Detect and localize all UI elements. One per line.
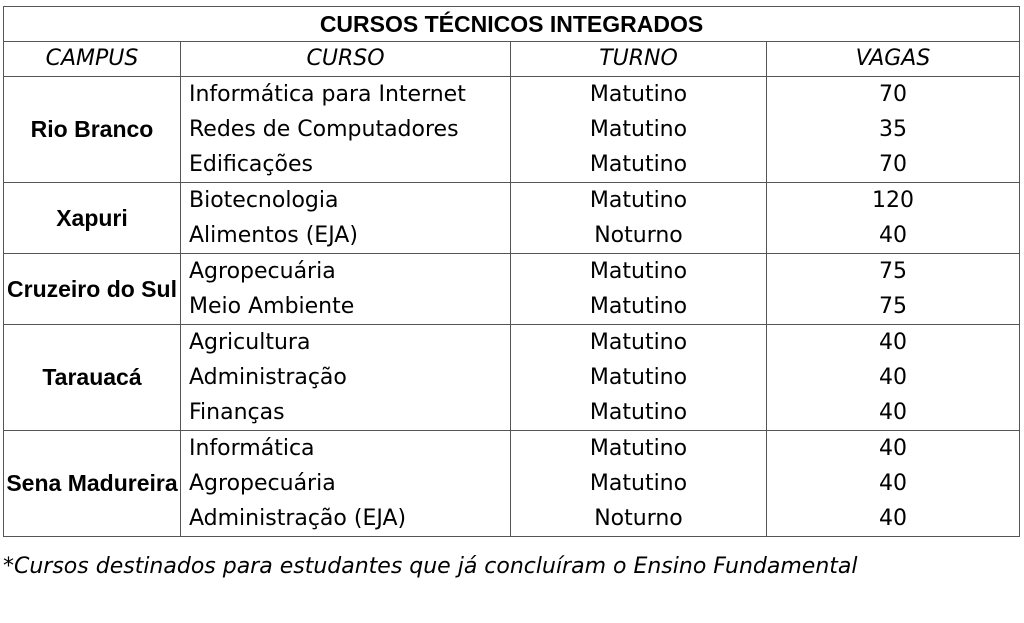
header-campus: CAMPUS: [4, 42, 181, 77]
curso-cell: Informática: [181, 431, 511, 467]
vagas-cell: 75: [767, 254, 1020, 290]
turno-cell: Matutino: [511, 183, 767, 219]
campus-cell: Cruzeiro do Sul: [4, 254, 181, 325]
footnote: [3, 552, 858, 582]
curso-cell: Meio Ambiente: [181, 289, 511, 325]
header-vagas: VAGAS: [767, 42, 1020, 77]
campus-cell: Tarauacá: [4, 325, 181, 431]
courses-table: [3, 6, 1020, 537]
table-body: [4, 77, 1020, 537]
curso-cell: Informática para Internet: [181, 77, 511, 113]
header-row: [4, 42, 1020, 77]
vagas-cell: 70: [767, 77, 1020, 113]
turno-cell: Matutino: [511, 360, 767, 395]
curso-cell: Agropecuária: [181, 254, 511, 290]
vagas-cell: 40: [767, 431, 1020, 467]
table-row: [4, 325, 1020, 361]
curso-cell: Edificações: [181, 147, 511, 183]
table-row: [4, 183, 1020, 219]
vagas-cell: 40: [767, 501, 1020, 537]
vagas-cell: 40: [767, 395, 1020, 431]
turno-cell: Matutino: [511, 254, 767, 290]
header-curso: CURSO: [181, 42, 511, 77]
table-title: CURSOS TÉCNICOS INTEGRADOS: [4, 7, 1020, 42]
curso-cell: Agricultura: [181, 325, 511, 361]
vagas-cell: 75: [767, 289, 1020, 325]
curso-cell: Administração (EJA): [181, 501, 511, 537]
campus-cell: Xapuri: [4, 183, 181, 254]
campus-cell: Rio Branco: [4, 77, 181, 183]
vagas-cell: 40: [767, 466, 1020, 501]
turno-cell: Noturno: [511, 501, 767, 537]
curso-cell: Finanças: [181, 395, 511, 431]
turno-cell: Matutino: [511, 466, 767, 501]
vagas-cell: 40: [767, 218, 1020, 254]
table-row: [4, 431, 1020, 467]
footnote-text: Cursos destinados para estudantes que já concluíram o Ensino Fundamental: [14, 554, 858, 579]
turno-cell: Matutino: [511, 112, 767, 147]
table-row: [4, 77, 1020, 113]
turno-cell: Matutino: [511, 147, 767, 183]
vagas-cell: 35: [767, 112, 1020, 147]
turno-cell: Matutino: [511, 431, 767, 467]
turno-cell: Matutino: [511, 395, 767, 431]
header-turno: TURNO: [511, 42, 767, 77]
vagas-cell: 40: [767, 325, 1020, 361]
vagas-cell: 70: [767, 147, 1020, 183]
curso-cell: Redes de Computadores: [181, 112, 511, 147]
title-row: [4, 7, 1020, 42]
turno-cell: Matutino: [511, 289, 767, 325]
footnote-marker: *: [3, 554, 14, 579]
vagas-cell: 40: [767, 360, 1020, 395]
vagas-cell: 120: [767, 183, 1020, 219]
table-row: [4, 254, 1020, 290]
curso-cell: Alimentos (EJA): [181, 218, 511, 254]
turno-cell: Matutino: [511, 77, 767, 113]
turno-cell: Matutino: [511, 325, 767, 361]
campus-cell: Sena Madureira: [4, 431, 181, 537]
curso-cell: Administração: [181, 360, 511, 395]
turno-cell: Noturno: [511, 218, 767, 254]
curso-cell: Biotecnologia: [181, 183, 511, 219]
curso-cell: Agropecuária: [181, 466, 511, 501]
